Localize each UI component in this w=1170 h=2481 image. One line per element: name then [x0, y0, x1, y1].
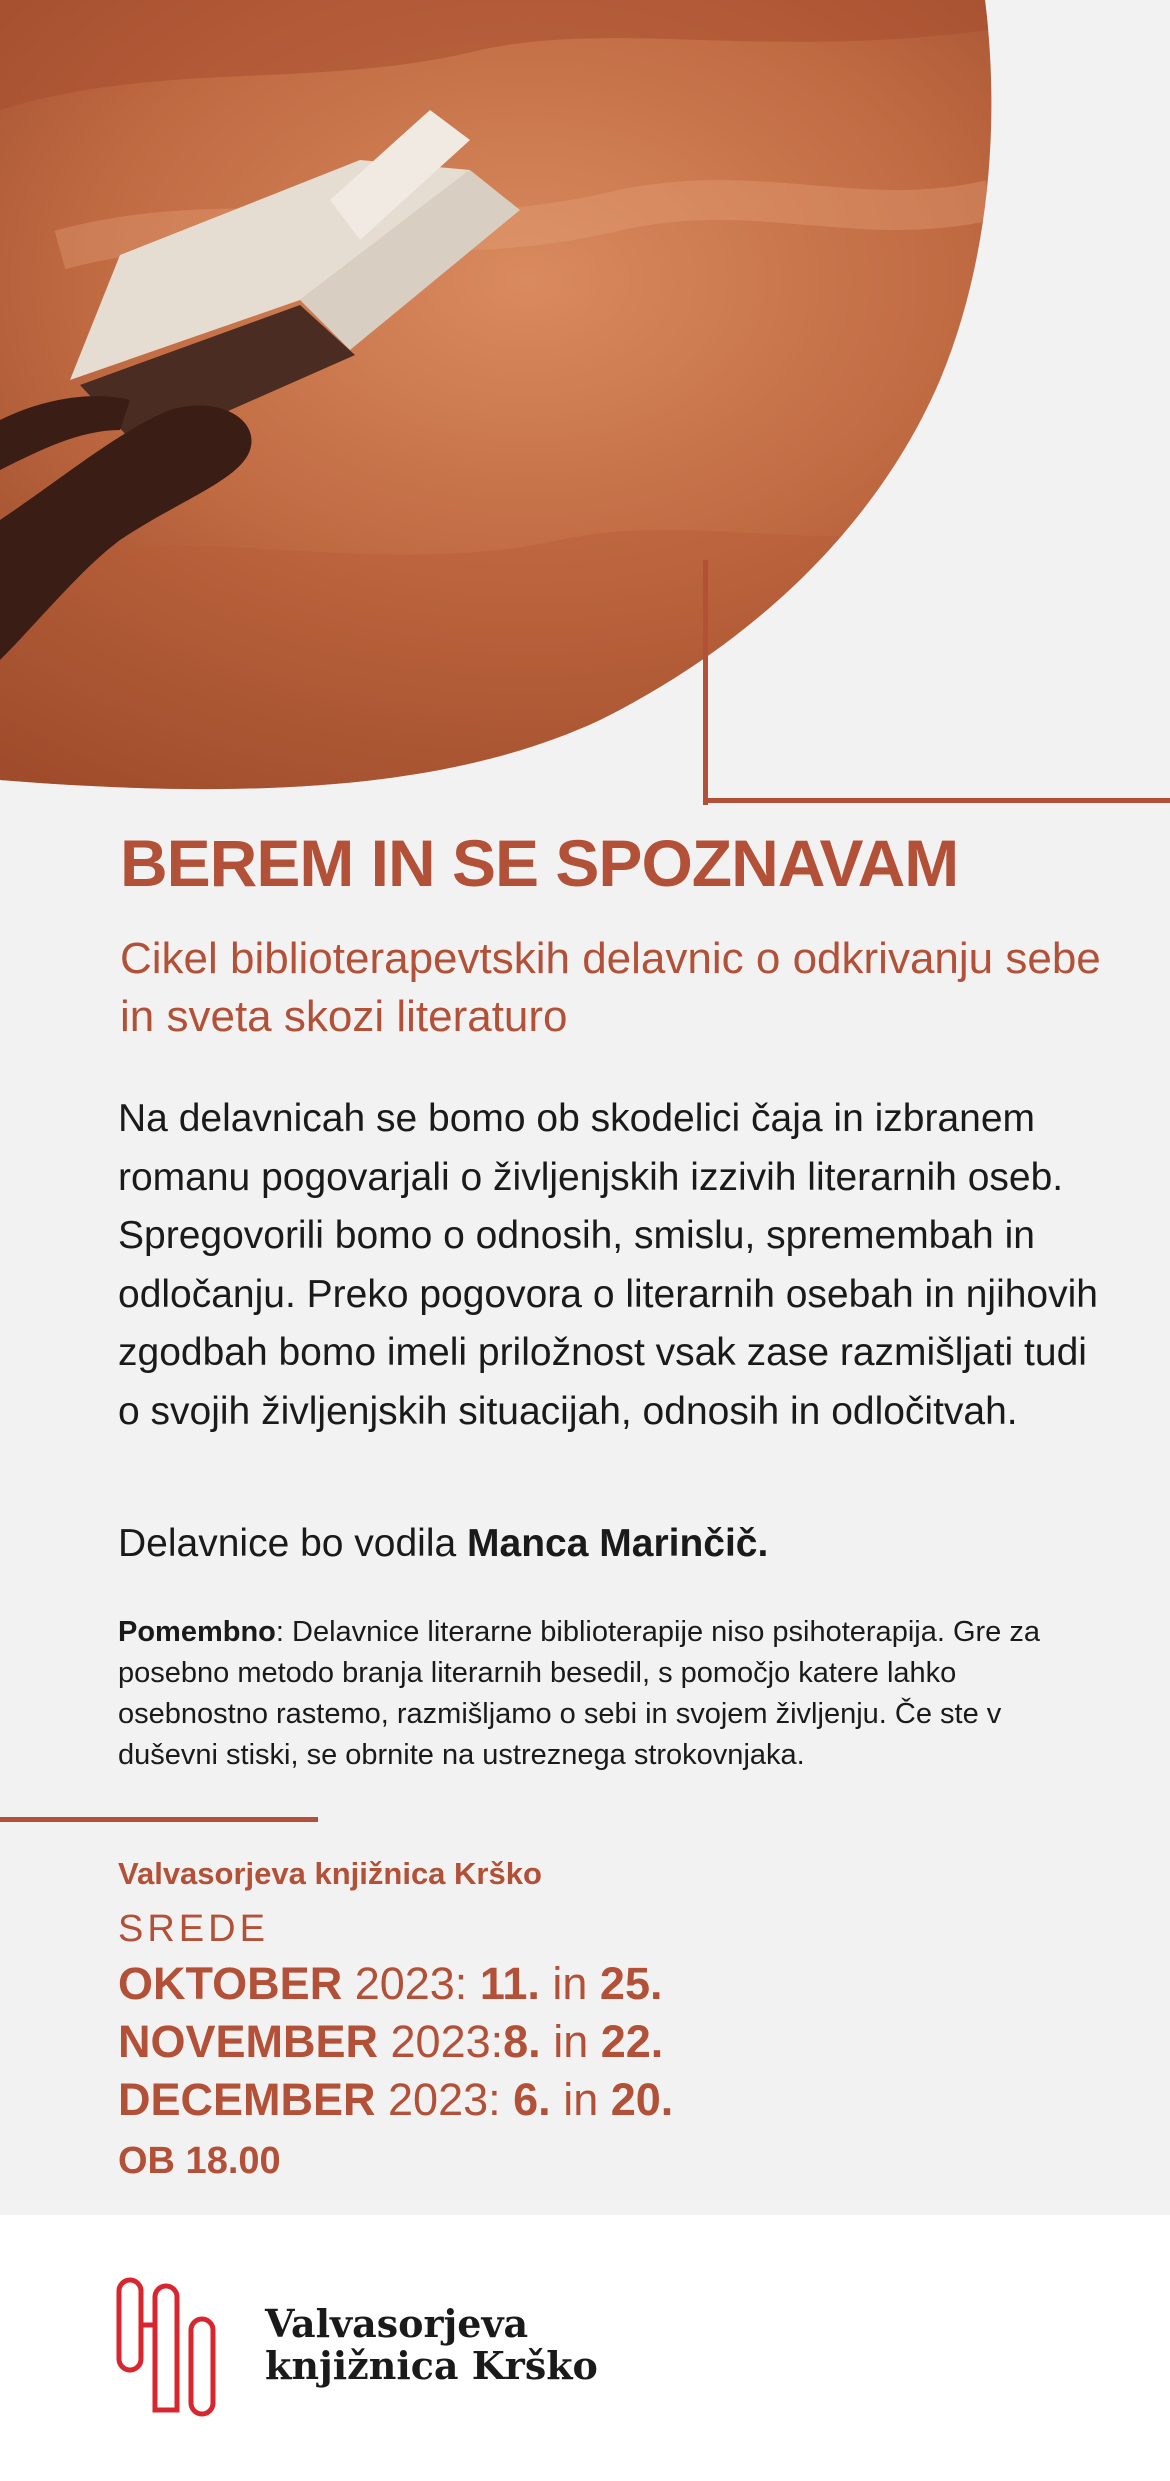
- conjunction: in: [550, 2074, 611, 2125]
- venue: Valvasorjeva knjižnica Krško: [118, 1856, 542, 1891]
- conjunction: in: [540, 2016, 601, 2067]
- important-note: [118, 1612, 1078, 1776]
- month: DECEMBER: [118, 2074, 376, 2125]
- event-time: OB 18.00: [118, 2140, 281, 2182]
- workshop-leader: [118, 1522, 1118, 1566]
- leader-name: Manca Marinčič.: [467, 1522, 769, 1565]
- date-line: [118, 2071, 673, 2129]
- date-day: 6.: [513, 2074, 551, 2125]
- date-day: 8.: [503, 2016, 541, 2067]
- year: 2023:: [375, 2074, 514, 2125]
- date-day: 22.: [600, 2016, 664, 2067]
- date-line: [118, 1955, 673, 2013]
- dates-list: [118, 1955, 673, 2129]
- date-day: 25.: [599, 1958, 663, 2009]
- open-book-photo: [0, 0, 1170, 800]
- logo-line2: knjižnica Krško: [265, 2343, 598, 2388]
- date-line: [118, 2013, 673, 2071]
- note-label: Pomembno: [118, 1616, 276, 1648]
- date-day: 20.: [610, 2074, 674, 2125]
- year: 2023:: [342, 1958, 480, 2009]
- page-title: BEREM IN SE SPOZNAVAM: [120, 826, 959, 900]
- leader-prefix: Delavnice bo vodila: [118, 1522, 468, 1565]
- library-logo-text: [265, 2303, 598, 2387]
- hero-image: [0, 0, 1170, 800]
- description: Na delavnicah se bomo ob skodelici čaja in izbranem romanu pogovarjali o življenjskih izzivih literarnih oseb. Spregovorili bomo o odnosih, smislu, spremembah in odločanju. Preko pogovora o literarnih osebah in njihovih zgodbah bomo imeli priložnost vsak zase razmišljati tudi o svojih življenjskih situacijah, odnosih in odločitvah.: [118, 1097, 1098, 1433]
- subtitle: Cikel biblioterapevtskih delavnic o odkrivanju sebe in sveta skozi literaturo: [120, 934, 1101, 1041]
- note-text: : Delavnice literarne biblioterapije niso psihoterapija. Gre za posebno metodo branja literarnih besedil, s pomočjo katere lahko osebnostno rastemo, razmišljamo o sebi in svojem življenju. Če ste v duševni stiski, se obrnite na ustreznega strokovnjaka.: [118, 1616, 1040, 1771]
- month: NOVEMBER: [118, 2016, 379, 2067]
- date-day: 11.: [479, 1958, 540, 2009]
- weekday: SREDE: [118, 1908, 269, 1950]
- footer: [0, 2215, 1170, 2481]
- logo-line1: Valvasorjeva: [265, 2301, 529, 2346]
- decorative-corner-line: [703, 798, 1170, 803]
- section-divider: [0, 1817, 318, 1822]
- month: OKTOBER: [118, 1958, 343, 2009]
- decorative-corner-line: [703, 560, 708, 805]
- library-logo-icon: [115, 2277, 225, 2422]
- year: 2023:: [378, 2016, 504, 2067]
- conjunction: in: [539, 1958, 600, 2009]
